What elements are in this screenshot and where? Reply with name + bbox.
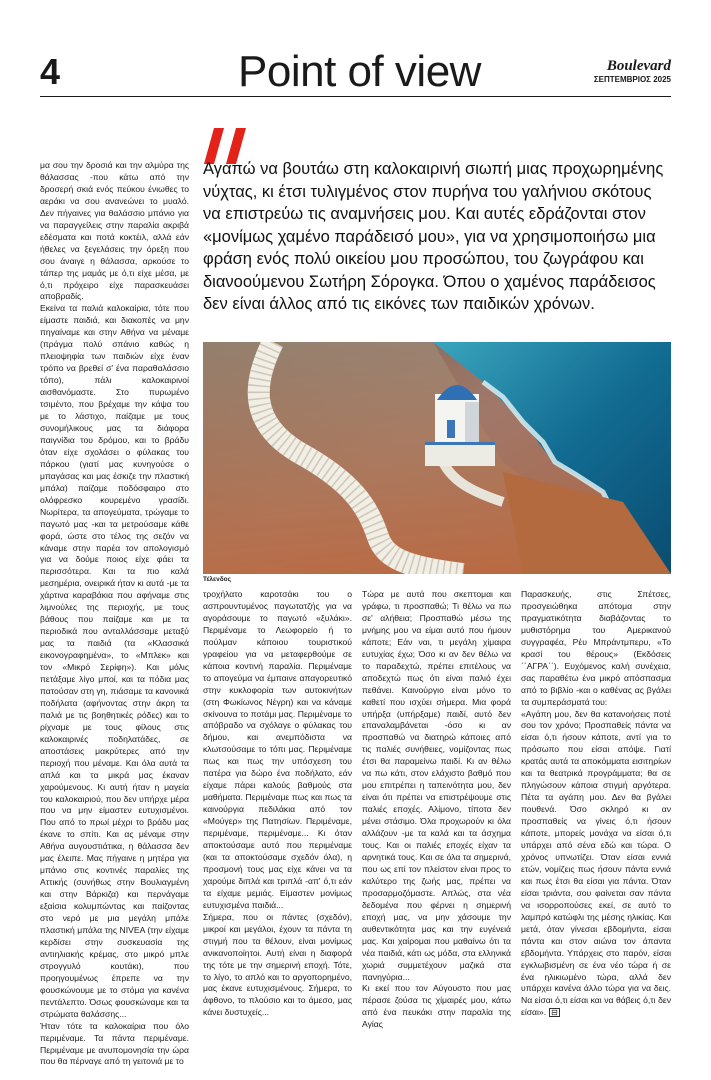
column-4-paragraph xyxy=(521,709,671,1020)
column-3-paragraph: Τώρα με αυτά που σκεπτομαι και γράφω, τι προσπαθώ; Τι θέλω να πω σε' αλήθεια; Προσπαθώ μέσω της μνήμης μου να είμαι αυτό που ήμουν κάποτε; Εάν ναι, τι μεγάλη χίμαιρα ευτυχίας έχω; Όσο κι αν δεν θέλω να το παραδεχτώ, πρέπει επιτέλους να αποδεχτώ πως ότι είναι παλιό έχει πεθάνει. Καινούργιο είναι μόνο το καθετί που ισχύει σήμερα. Μια φορά υπήρξα (υπήρξαμε) παιδί, αυτό δεν επαναλαμβάνεται -όσο κι αν προσπαθώ να διατηρώ κάποιες από τις παλιές συνήθειες, νομίζοντας πως έτσι θα παραμείνω παιδί. Κι αν θέλω να πω κάτι, στον ελάχιστο βαθμό που μου επιτρέπει η ταπεινότητα μου, δεν είναι ότι πρέπει να επιστρέψουμε στις παλιές εποχές. Αλίμονο, τίποτα δεν μένει στάσιμο. Όλα προχωρούν κι όλα αλλάζουν -με τα καλά και τα άσχημα τους. Και οι παλιές εποχές είχαν τα αρνητικά τους. Και σε όλα τα σημερινά, που ως επί τον πλείστον είναι προς το καλύτερο της ζωής μας, πρέπει να προσαρμοζόμαστε. Απλώς, στα νέα δεδομένα που φέρνει η σημερινή εποχή μας, να μην χάσουμε την αυθεντικότητα μας και την ευγένειά μας. Και χαίρομαι που μαθαίνω ότι τα νέα παιδιά, κάτι ως μόδα, στα ελληνικά χωριά συμμετέχουν μαζικά στα πανηγύρια... xyxy=(362,589,511,982)
column-3-paragraph: Κι εκεί που τον Αύγουστο που μας πέρασε ζούσα τις χίμαιρές μου, κάτω από ένα πευκάκι στην παραλία της Αγίας xyxy=(362,983,511,1030)
article-column-4 xyxy=(521,589,671,1019)
page-number: 4 xyxy=(40,51,61,92)
column-1-paragraph: Ήταν τότε τα καλοκαίρια που όλο περιμέναμε. Τα πάντα περιμέναμε. Περιμέναμε με ανυπομονησία την ώρα που θα πέρναγε από τη γειτονιά με το xyxy=(40,1020,189,1067)
column-4-paragraph: Παρασκευής, στις Σπέτσες, προσγειώθηκα απότομα στην πραγματικότητα διαβάζοντας το μυθιστόρημα του Αμερικανού συγγραφέα, Ρέυ Μπράντμπερυ, «Το κρασί του θέρους» (Εκδόσεις ΄΄ΑΓΡΑ΄΄). Ευχόμενος καλή συνέχεια, σας παραθέτω ένα μικρό απόσπασμα από το βιβλίο -και ο καθένας ας βγάλει τα συμπεράσματά του: xyxy=(521,589,671,707)
column-4-quote: «Αγάπη μου, δεν θα κατανοήσεις ποτέ σου τον χρόνο; Προσπαθείς πάντα να είσαι ό,τι ήσουν κάποτε, αντί για το πρόσωπο που είσαι απόψε. Γιατί κρατάς αυτά τα αποκόμματα εισιτηρίων και τα θεατρικά προγράμματα; θα σε πληγώσουν κάποια στιγμή αργότερα. Πέτα τα αγάπη μου. Δεν θα βγάλει πουθενά. Όσο σκληρό κι αν προσπαθείς να γίνεις ό,τι ήσουν κάποτε, μπορείς μονάχα να είσαι ό,τι υπάρχει από σένα εδώ και τώρα. Ο χρόνος υπνωτίζει. Όταν είσαι εννιά ετών, νομίζεις πως ήσουν πάντα εννιά και πως έτσι θα είσαι για πάντα. Όταν είσαι τριάντα, σου φαίνεται σαν πάντα να ισορροπούσες εκεί, σε αυτό το λαμπρό κατώφλι της μέσης ηλικίας. Και μετά, όταν γίνεσαι εβδομήντα, είσαι πάντα και στον αιώνα τον άπαντα εβδομήντα. Υπάρχεις στο παρόν, είσαι εγκλωβισμένη σε ένα νέο τώρα ή σε ένα ηλικιωμένο τώρα, αλλά δεν υπάρχει κανένα άλλο τώρα για να δεις. Να είσαι ό,τι είσαι και να θάβεις ό,τι δεν είσαι». xyxy=(521,708,671,1018)
photo-chapel-rail xyxy=(425,442,495,445)
telendos-photo xyxy=(203,342,671,574)
photo-chapel-shadow xyxy=(465,402,479,444)
article-column-2 xyxy=(203,589,352,1019)
column-1-paragraph: Εκείνα τα παλιά καλοκαίρια, τότε που είμαστε παιδιά, και διακοπές να μην πηγαίναμε και στην Αθήνα να μέναμε (πράγμα πολύ σπάνιο καθώς η πλειοψηφία των παιδιών είχε έναν τρόπο να βρεθεί σ' ένα παραθαλάσσιο τόπο), πάλι καλοκαιρινοί αισθανόμαστε. Στο πυρωμένο τσιμέντο, που βρέχαμε την κάψα του με το λάστιχο, παίζαμε με τους συνομήλικους μας τα διάφορα παιγνίδια του δρόμου, και το βράδυ όταν είχε σχολάσει ο φύλακας του πάρκου (γιατί μας κυνηγούσε ο μπαγάσας και μας έσκιζε την πλαστική μπάλα) παίζαμε ποδόσφαιρο στο ολόφρεσκο κουρεμένο γρασίδι. Νωρίτερα, τα απογεύματα, τρώγαμε το παγωτό μας -και τα μετρούσαμε κάθε φορά, ώστε στο τέλος της σεζόν να κάναμε στην παρέα τον απολογισμό για να δούμε ποιος είχε φάει τα περισσότερα. Και τα πιο καλά μεσημέρια, ονειρικά ήταν κι αυτά -με τα χάρτινα καραβάκια που αφήναμε στις λιμνούλες της περιοχής, με τους βάθους που παίζαμε και με τα περιοδικά που ανταλλάσσαμε μεταξύ μας τα παιδιά (τα «Κλασσικά εικονογραφημένα», το «Μπλεκ» και τον «Μικρό Σερίφη»). Και μόλις πετάξαμε λίγο μποί, και τα πόδια μας πατούσαν στη γη, πιάσαμε τα κανονικά ποδήλατα (αφήνοντας στην άκρη τα παλιά με τις βοηθητικές ρόδες) και το ρίχναμε με τους φίλους στις καλοκαιρινές ποδηλατάδες, σε αποστάσεις μακρύτερες από την περιοχή που μέναμε. Και όλα αυτά τα απλά και τα μικρά μας έκαναν χαρούμενους. Κι αυτή ήταν η μαγεία του καλοκαιριού, που δεν υπήρχε μέρα που να μην είμαστεν ευτυχισμένοι. Που από το πρωί μέχρι το βράδυ μας έκανε το σπίτι. Και ας μέναμε στην Αθήνα αυγουστιάτικα, η θάλασσα δεν μας έλειπε. Μας πήγαινε η μητέρα για μπάνιο στις κοντινές παραλίες της Αττικής (συνήθως στην Βουλιαγμένη και στην Βάρκιζα) και περνάγαμε εξαίσια κολυμπώντας και παίζοντας στο νερό με μια μεγάλη μπάλε πλαστική μπάλα της NIVEA (την είχαμε κερδίσει στην συσκευασία της αντιηλιακής κρέμας, στο μικρό μπλε στρογγυλό κουτάκι), που προηγουμένως έπρεπε να την φουσκώνουμε με το στόμα για κανένα πεντάλεπτο. Όσως φουσκώναμε και τα στρώματα θαλάσσης... xyxy=(40,303,189,1019)
column-2-paragraph: Σήμερα, που οι πάντες (σχεδόν), μικροί και μεγάλοι, έχουν τα πάντα τη στιγμή που τα θέλουν, είναι μονίμως ανικανοποίητοι. Αυτή είναι η διαφορά της τότε με την σημερινή εποχή. Τότε, το λίγο, το απλό και το αργοπορημένο, μας έκανε ευτυχισμένους. Σήμερα, το άφθονο, το πλούσιο και το άμεσο, μας κάνει δυστυχείς... xyxy=(203,911,352,1018)
issue-date: ΣΕΠΤΕΜΒΡΙΟΣ 2025 xyxy=(593,75,671,84)
masthead xyxy=(594,58,671,85)
column-2-paragraph: τροχήλατο καροτσάκι του ο ασπρουντυμένος παγωτατζής για να αγοράσουμε το παγωτό «ξυλάκι». Περιμέναμε το Λεωφορείο ή το πούλμαν κάποιου τουριστικού γραφείου για να μεταφερθούμε σε κάποια κοντινή παραλία. Περιμέναμε το απογεύμα να έμπαινε απαγορευτικό στην κυκλοφορία των αυτοκινήτων (στη Φωκίωνος Νέγρη) και να κάναμε σκίνουνα το ποτάμι μας. Περιμέναμε το απόβραδο να σχόλαγε ο φύλακας του δήμου, και ανεμπόδιστα να κλωτσούσαμε το τόπι μας. Περιμέναμε πως και πως την υπόσχεση του πατέρα για δώρο ένα ποδήλατο, εάν είχαμε πάρει καλούς βαθμούς στα μαθήματα. Περιμέναμε πως και πως τα καινούργια πεδιλάκια από τον «Μούγερ» της Πατησίων. Περιμέναμε, περιμέναμε, περιμέναμε... Κι όταν αποκτούσαμε αυτό που περιμέναμε (και τα αποκτούσαμε σχεδόν όλα), η προσμονή τους μας είχε κάνει να τα χαρούμε διπλά και τριπλά -απ' ό,τι εάν τα είχαμε μεμιάς. Είμαστεν μονίμως ευτυχισμένα παιδιά... xyxy=(203,589,352,910)
article-column-1 xyxy=(40,160,189,1068)
end-of-article-icon: ⊟ xyxy=(551,1008,558,1018)
photo-caption: Τέλενδος xyxy=(203,576,232,583)
column-1-paragraph: μα σου την δροσιά και την αλμύρα της θάλασσας -που κάτω από την δροσερή σκιά ενός πεύκου ένιωθες το αεράκι να σου ανανεώνει το μυαλό. Δεν πήγαινες για θαλάσσιο μπάνιο για να παραγγείλεις στην παραλία ακριβά εδέσματα και ποτά κοκτέιλ, αλλά εάν ήθελες να ξεγελάσεις την όρεξη που σου άναιγε η θάλασσα, αρκούσε το τάπερ της μαμάς με ό,τι είχε μέσα, με ό,τι πρόχειρο είχε παρασκευάσει αποβραδίς. xyxy=(40,160,189,302)
brand-name: Boulevard xyxy=(606,58,671,74)
photo-chapel-yard xyxy=(425,442,495,466)
header-rule xyxy=(40,96,671,97)
photo-chapel-door xyxy=(447,420,455,438)
article-column-3 xyxy=(362,589,511,1031)
lead-paragraph: Αγαπώ να βουτάω στη καλοκαιρινή σιωπή μιας προχωρημένης νύχτας, κι έτσι τυλιγμένος στον πυρήνα του γαλήνιου σκότους να επιστρεύω τις αναμνήσεις μου. Και αυτές εδράζονται στον «μονίμως χαμένο παράδεισό μου», για να χρησιμοποιήσω μια φράση ενός πολύ οικείου μου προσώπου, του ζωγράφου και διανοούμενου Σωτήρη Σόρογκα. Όπου ο χαμένος παράδεισος δεν είναι άλλος από τις εικόνες των παιδικών χρόνων. xyxy=(203,160,664,313)
section-title: Point of view xyxy=(238,47,481,96)
